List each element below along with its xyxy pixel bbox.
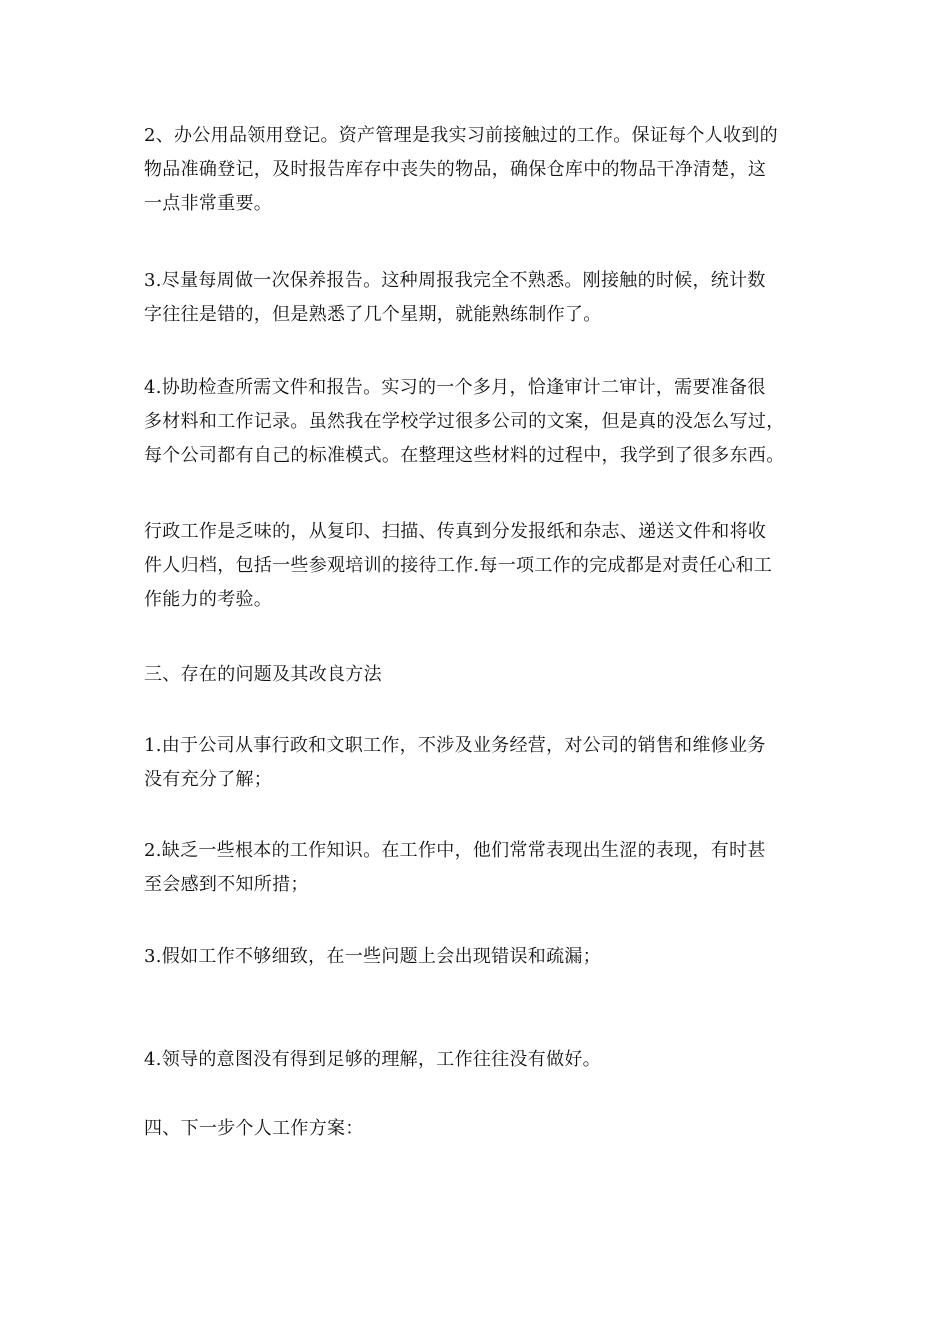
heading-text: 四、下一步个人工作方案： bbox=[144, 1118, 364, 1139]
paragraph-problem-3 bbox=[144, 940, 808, 974]
text-line: 至会感到不知所措； bbox=[144, 874, 309, 895]
paragraph-item-2 bbox=[144, 119, 808, 221]
text-line: 每个公司都有自己的标准模式。在整理这些材料的过程中，我学到了很多东西。 bbox=[144, 445, 785, 466]
text-line: 2、办公用品领用登记。资产管理是我实习前接触过的工作。保证每个人收到的 bbox=[144, 125, 778, 146]
text-line: 多材料和工作记录。虽然我在学校学过很多公司的文案，但是真的没怎么写过， bbox=[144, 411, 785, 432]
paragraph-problem-2 bbox=[144, 834, 808, 902]
text-line: 字往往是错的，但是熟悉了几个星期，就能熟练制作了。 bbox=[144, 304, 602, 325]
text-line: 行政工作是乏味的，从复印、扫描、传真到分发报纸和杂志、递送文件和将收 bbox=[144, 521, 767, 542]
paragraph-item-3 bbox=[144, 264, 808, 332]
text-line: 没有充分了解； bbox=[144, 769, 273, 790]
heading-text: 三、存在的问题及其改良方法 bbox=[144, 664, 382, 685]
text-line: 2.缺乏一些根本的工作知识。在工作中，他们常常表现出生涩的表现，有时甚 bbox=[144, 840, 766, 861]
text-line: 4.领导的意图没有得到足够的理解，工作往往没有做好。 bbox=[144, 1049, 601, 1070]
section-heading-problems bbox=[144, 658, 808, 692]
text-line: 物品准确登记，及时报告库存中丧失的物品，确保仓库中的物品干净清楚，这 bbox=[144, 159, 767, 180]
text-line: 3.假如工作不够细致，在一些问题上会出现错误和疏漏； bbox=[144, 946, 601, 967]
paragraph-problem-4 bbox=[144, 1043, 808, 1077]
text-line: 3.尽量每周做一次保养报告。这种周报我完全不熟悉。刚接触的时候，统计数 bbox=[144, 270, 766, 291]
text-line: 4.协助检查所需文件和报告。实习的一个多月，恰逢审计二审计，需要准备很 bbox=[144, 377, 766, 398]
paragraph-admin-summary bbox=[144, 515, 808, 617]
paragraph-problem-1 bbox=[144, 729, 808, 797]
paragraph-item-4 bbox=[144, 371, 808, 473]
text-line: 1.由于公司从事行政和文职工作，不涉及业务经营，对公司的销售和维修业务 bbox=[144, 735, 766, 756]
text-line: 件人归档，包括一些参观培训的接待工作.每一项工作的完成都是对责任心和工 bbox=[144, 555, 773, 576]
text-line: 一点非常重要。 bbox=[144, 193, 273, 214]
text-line: 作能力的考验。 bbox=[144, 589, 273, 610]
section-heading-next-plan bbox=[144, 1112, 808, 1146]
